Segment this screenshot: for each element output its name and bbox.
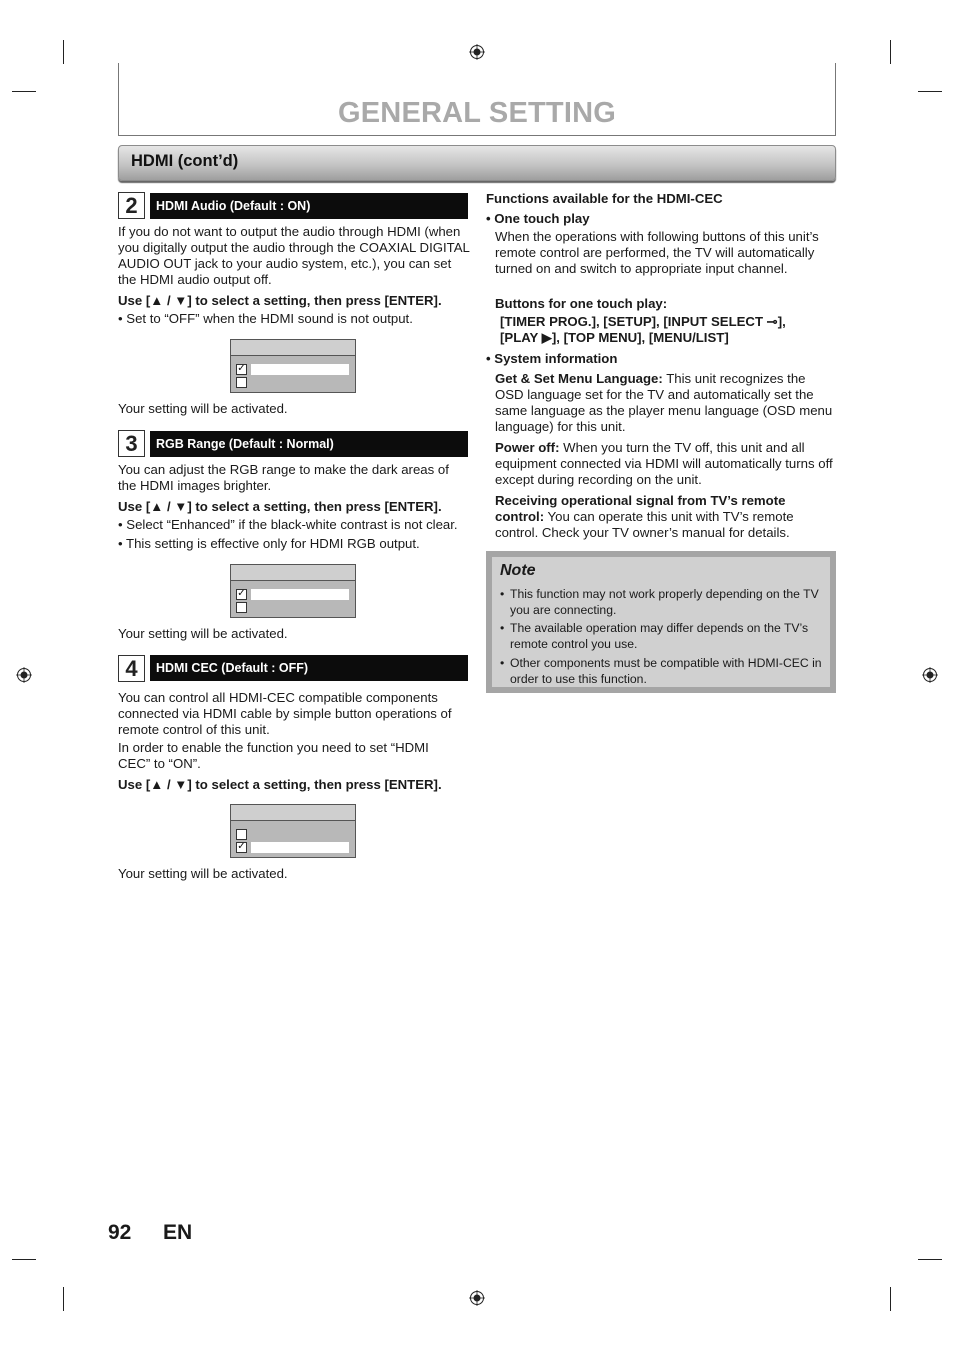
instruction-text: Use [▲ / ▼] to select a setting, then press [ENTER]. [118,293,442,308]
buttons-title: Buttons for one touch play: [495,296,668,311]
remote-info [495,493,817,541]
section-title: HDMI (cont’d) [131,152,239,170]
step-heading: RGB Range (Default : Normal) [150,431,468,457]
menu-title-bar [231,340,355,356]
checkbox-checked-icon: ✓ [237,841,246,852]
checkbox-empty-icon [236,602,247,613]
step-body: You can adjust the RGB range to make the dark areas of the HDMI images brighter. [118,462,449,493]
buttons-list: [PLAY ▶], [TOP MENU], [MENU/LIST] [500,330,729,345]
bullet-text: • Set to “OFF” when the HDMI sound is not output. [118,311,413,326]
registration-mark-icon [469,1290,485,1306]
remote-label: Receiving operational signal from TV’s remote control: [495,493,786,524]
activation-text: Your setting will be activated. [118,866,288,881]
registration-mark-icon [16,667,32,683]
crop-mark [918,91,942,92]
language-code: EN [163,1221,193,1244]
step-number: 4 [118,655,145,682]
note-title: Note [500,562,536,579]
step-heading: HDMI Audio (Default : ON) [150,193,468,219]
step-body: If you do not want to output the audio through HDMI (when you digitally output the audio through the COAXIAL DIGITAL AUDIO OUT jack to your audio system, etc.), you can set the HDMI audio output off. [118,224,470,287]
remote-text: You can operate this unit with TV’s remote control. Check your TV owner’s manual for details. [495,509,794,540]
crop-mark [918,1259,942,1260]
sysinfo-title: • System information [486,351,618,366]
header-frame [118,135,836,136]
bullet-icon: • [500,587,505,601]
power-text: When you turn the TV off, this unit and all equipment connected via HDMI will automatically turns off except during recording on the unit. [495,440,833,487]
bullet-text: • Select “Enhanced” if the black-white contrast is not clear. [118,517,458,532]
language-label: Get & Set Menu Language: [495,371,663,386]
note-box [486,551,836,693]
language-text: This unit recognizes the OSD language set for the TV and automatically set the same language as the player menu language (OSD menu language) for this unit. [495,371,833,434]
registration-mark-icon [922,667,938,683]
one-touch-title: • One touch play [486,211,590,226]
crop-mark [12,1259,36,1260]
page-title: GENERAL SETTING [338,97,616,129]
checkbox-checked-icon: ✓ [237,588,246,599]
crop-mark [890,40,891,64]
activation-text: Your setting will be activated. [118,401,288,416]
language-info [495,371,835,435]
bullet-icon: • [500,656,505,670]
crop-mark [63,1287,64,1311]
one-touch-body: When the operations with following buttons of this unit’s remote control are performed, the TV will automatically turned on and switch to appropriate input channel. [495,229,819,276]
checkbox-checked-icon: ✓ [237,363,246,374]
menu-title-bar [231,565,355,581]
note-item: • Other components must be compatible with HDMI-CEC in order to use this function. [500,656,822,686]
registration-mark-icon [469,44,485,60]
menu-option-highlight [251,589,349,600]
checkbox-empty-icon [236,829,247,840]
power-info [495,440,835,488]
menu-option-highlight [251,364,349,375]
menu-option-highlight [251,842,349,853]
step-number: 3 [118,430,145,457]
menu-title-bar [231,805,355,821]
functions-title: Functions available for the HDMI-CEC [486,191,723,206]
note-content [492,557,830,687]
step-body: In order to enable the function you need to set “HDMI CEC” to “ON”. [118,740,429,771]
buttons-list: [TIMER PROG.], [SETUP], [INPUT SELECT ⊸], [500,314,786,329]
checkbox-empty-icon [236,377,247,388]
instruction-text: Use [▲ / ▼] to select a setting, then press [ENTER]. [118,499,442,514]
page-number: 92 [108,1221,132,1244]
power-label: Power off: [495,440,560,455]
step-heading: HDMI CEC (Default : OFF) [150,655,468,681]
section-header [118,145,836,181]
bullet-icon: • [500,621,505,635]
crop-mark [63,40,64,64]
settings-menu-diagram [230,339,356,393]
settings-menu-diagram [230,564,356,618]
step-number: 2 [118,192,145,219]
bullet-text: • This setting is effective only for HDMI RGB output. [118,536,420,551]
note-item: • This function may not work properly depending on the TV you are connecting. [500,587,819,617]
note-item: • The available operation may differ depends on the TV’s remote control you use. [500,621,809,651]
crop-mark [12,91,36,92]
instruction-text: Use [▲ / ▼] to select a setting, then press [ENTER]. [118,777,442,792]
activation-text: Your setting will be activated. [118,626,288,641]
settings-menu-diagram [230,804,356,858]
crop-mark [890,1287,891,1311]
step-body: You can control all HDMI-CEC compatible components connected via HDMI cable by simple button operations of remote control of this unit. [118,690,452,737]
